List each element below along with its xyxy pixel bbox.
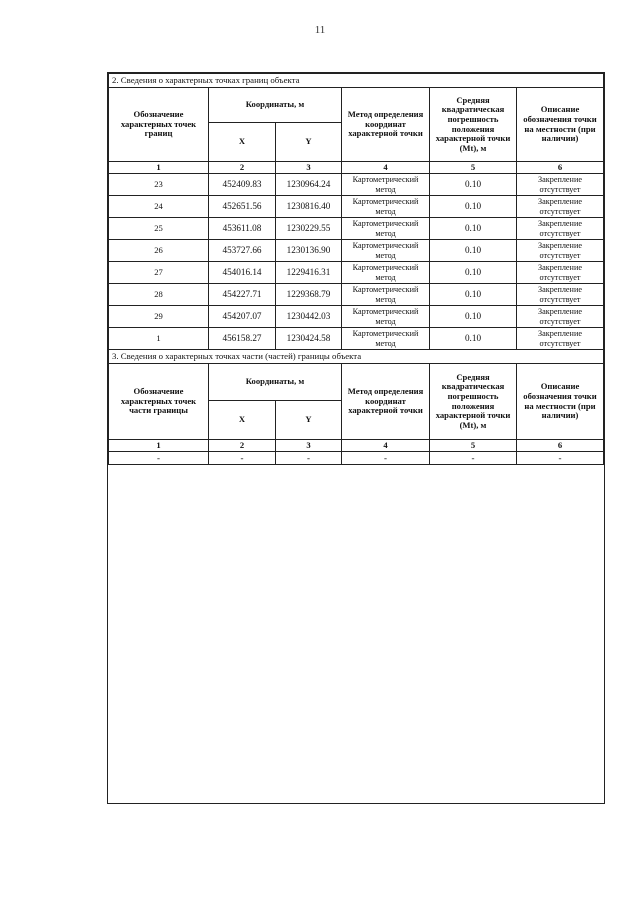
column-number: 1 bbox=[109, 440, 209, 452]
method-cell: Картометрический метод bbox=[342, 306, 430, 328]
method-cell: Картометрический метод bbox=[342, 240, 430, 262]
column-number: 6 bbox=[517, 162, 604, 174]
s3-x-header: X bbox=[209, 401, 276, 440]
x-coordinate-cell: 454207.07 bbox=[209, 306, 276, 328]
table-row bbox=[109, 284, 604, 306]
x-coordinate-cell: 453727.66 bbox=[209, 240, 276, 262]
table-row bbox=[109, 196, 604, 218]
table-row bbox=[109, 240, 604, 262]
s3-empty-row bbox=[109, 452, 604, 465]
description-cell: Закрепление отсутствует bbox=[517, 196, 604, 218]
description-cell: Закрепление отсутствует bbox=[517, 218, 604, 240]
error-cell: 0.10 bbox=[430, 174, 517, 196]
s2-error-header: Средняя квадратическая погрешность положения характерной точки (Mt), м bbox=[430, 88, 517, 162]
y-coordinate-cell: 1230229.55 bbox=[276, 218, 342, 240]
point-id-cell: 27 bbox=[109, 262, 209, 284]
point-id-cell: 26 bbox=[109, 240, 209, 262]
s3-designation-header: Обозначение характерных точек части границы bbox=[109, 364, 209, 440]
description-cell: Закрепление отсутствует bbox=[517, 306, 604, 328]
section2-title: 2. Сведения о характерных точках границ объекта bbox=[109, 74, 604, 88]
error-cell: 0.10 bbox=[430, 196, 517, 218]
table-row bbox=[109, 328, 604, 350]
x-coordinate-cell: 456158.27 bbox=[209, 328, 276, 350]
point-id-cell: 23 bbox=[109, 174, 209, 196]
dash-cell: - bbox=[276, 452, 342, 465]
point-id-cell: 28 bbox=[109, 284, 209, 306]
y-coordinate-cell: 1229416.31 bbox=[276, 262, 342, 284]
error-cell: 0.10 bbox=[430, 240, 517, 262]
error-cell: 0.10 bbox=[430, 262, 517, 284]
dash-cell: - bbox=[109, 452, 209, 465]
point-id-cell: 25 bbox=[109, 218, 209, 240]
method-cell: Картометрический метод bbox=[342, 218, 430, 240]
s3-error-header: Средняя квадратическая погрешность положения характерной точки (Mt), м bbox=[430, 364, 517, 440]
column-number: 5 bbox=[430, 440, 517, 452]
s3-column-numbers bbox=[109, 440, 604, 452]
column-number: 2 bbox=[209, 162, 276, 174]
s2-method-header: Метод определения координат характерной точки bbox=[342, 88, 430, 162]
column-number: 1 bbox=[109, 162, 209, 174]
point-id-cell: 29 bbox=[109, 306, 209, 328]
dash-cell: - bbox=[517, 452, 604, 465]
y-coordinate-cell: 1230424.58 bbox=[276, 328, 342, 350]
dash-cell: - bbox=[430, 452, 517, 465]
point-id-cell: 1 bbox=[109, 328, 209, 350]
description-cell: Закрепление отсутствует bbox=[517, 262, 604, 284]
column-number: 2 bbox=[209, 440, 276, 452]
document-frame bbox=[107, 72, 605, 804]
method-cell: Картометрический метод bbox=[342, 262, 430, 284]
table-row bbox=[109, 174, 604, 196]
method-cell: Картометрический метод bbox=[342, 328, 430, 350]
table-row bbox=[109, 218, 604, 240]
s3-y-header: Y bbox=[276, 401, 342, 440]
point-id-cell: 24 bbox=[109, 196, 209, 218]
description-cell: Закрепление отсутствует bbox=[517, 284, 604, 306]
method-cell: Картометрический метод bbox=[342, 196, 430, 218]
s3-method-header: Метод определения координат характерной точки bbox=[342, 364, 430, 440]
x-coordinate-cell: 452409.83 bbox=[209, 174, 276, 196]
y-coordinate-cell: 1230136.90 bbox=[276, 240, 342, 262]
table-row bbox=[109, 262, 604, 284]
s2-designation-header: Обозначение характерных точек границ bbox=[109, 88, 209, 162]
x-coordinate-cell: 454016.14 bbox=[209, 262, 276, 284]
dash-cell: - bbox=[342, 452, 430, 465]
s3-coords-header: Координаты, м bbox=[209, 364, 342, 401]
table-row bbox=[109, 306, 604, 328]
method-cell: Картометрический метод bbox=[342, 174, 430, 196]
method-cell: Картометрический метод bbox=[342, 284, 430, 306]
section3-title: 3. Сведения о характерных точках части (частей) границы объекта bbox=[109, 350, 604, 364]
dash-cell: - bbox=[209, 452, 276, 465]
x-coordinate-cell: 452651.56 bbox=[209, 196, 276, 218]
description-cell: Закрепление отсутствует bbox=[517, 240, 604, 262]
s3-description-header: Описание обозначения точки на местности (при наличии) bbox=[517, 364, 604, 440]
description-cell: Закрепление отсутствует bbox=[517, 174, 604, 196]
x-coordinate-cell: 454227.71 bbox=[209, 284, 276, 306]
column-number: 4 bbox=[342, 440, 430, 452]
column-number: 5 bbox=[430, 162, 517, 174]
s2-coords-header: Координаты, м bbox=[209, 88, 342, 123]
s2-description-header: Описание обозначения точки на местности (при наличии) bbox=[517, 88, 604, 162]
error-cell: 0.10 bbox=[430, 284, 517, 306]
s2-column-numbers bbox=[109, 162, 604, 174]
error-cell: 0.10 bbox=[430, 218, 517, 240]
x-coordinate-cell: 453611.08 bbox=[209, 218, 276, 240]
description-cell: Закрепление отсутствует bbox=[517, 328, 604, 350]
s2-x-header: X bbox=[209, 123, 276, 162]
column-number: 4 bbox=[342, 162, 430, 174]
s2-y-header: Y bbox=[276, 123, 342, 162]
y-coordinate-cell: 1229368.79 bbox=[276, 284, 342, 306]
y-coordinate-cell: 1230442.03 bbox=[276, 306, 342, 328]
page-number: 11 bbox=[314, 24, 326, 36]
points-table bbox=[108, 73, 604, 465]
column-number: 6 bbox=[517, 440, 604, 452]
error-cell: 0.10 bbox=[430, 328, 517, 350]
y-coordinate-cell: 1230964.24 bbox=[276, 174, 342, 196]
column-number: 3 bbox=[276, 162, 342, 174]
column-number: 3 bbox=[276, 440, 342, 452]
error-cell: 0.10 bbox=[430, 306, 517, 328]
y-coordinate-cell: 1230816.40 bbox=[276, 196, 342, 218]
